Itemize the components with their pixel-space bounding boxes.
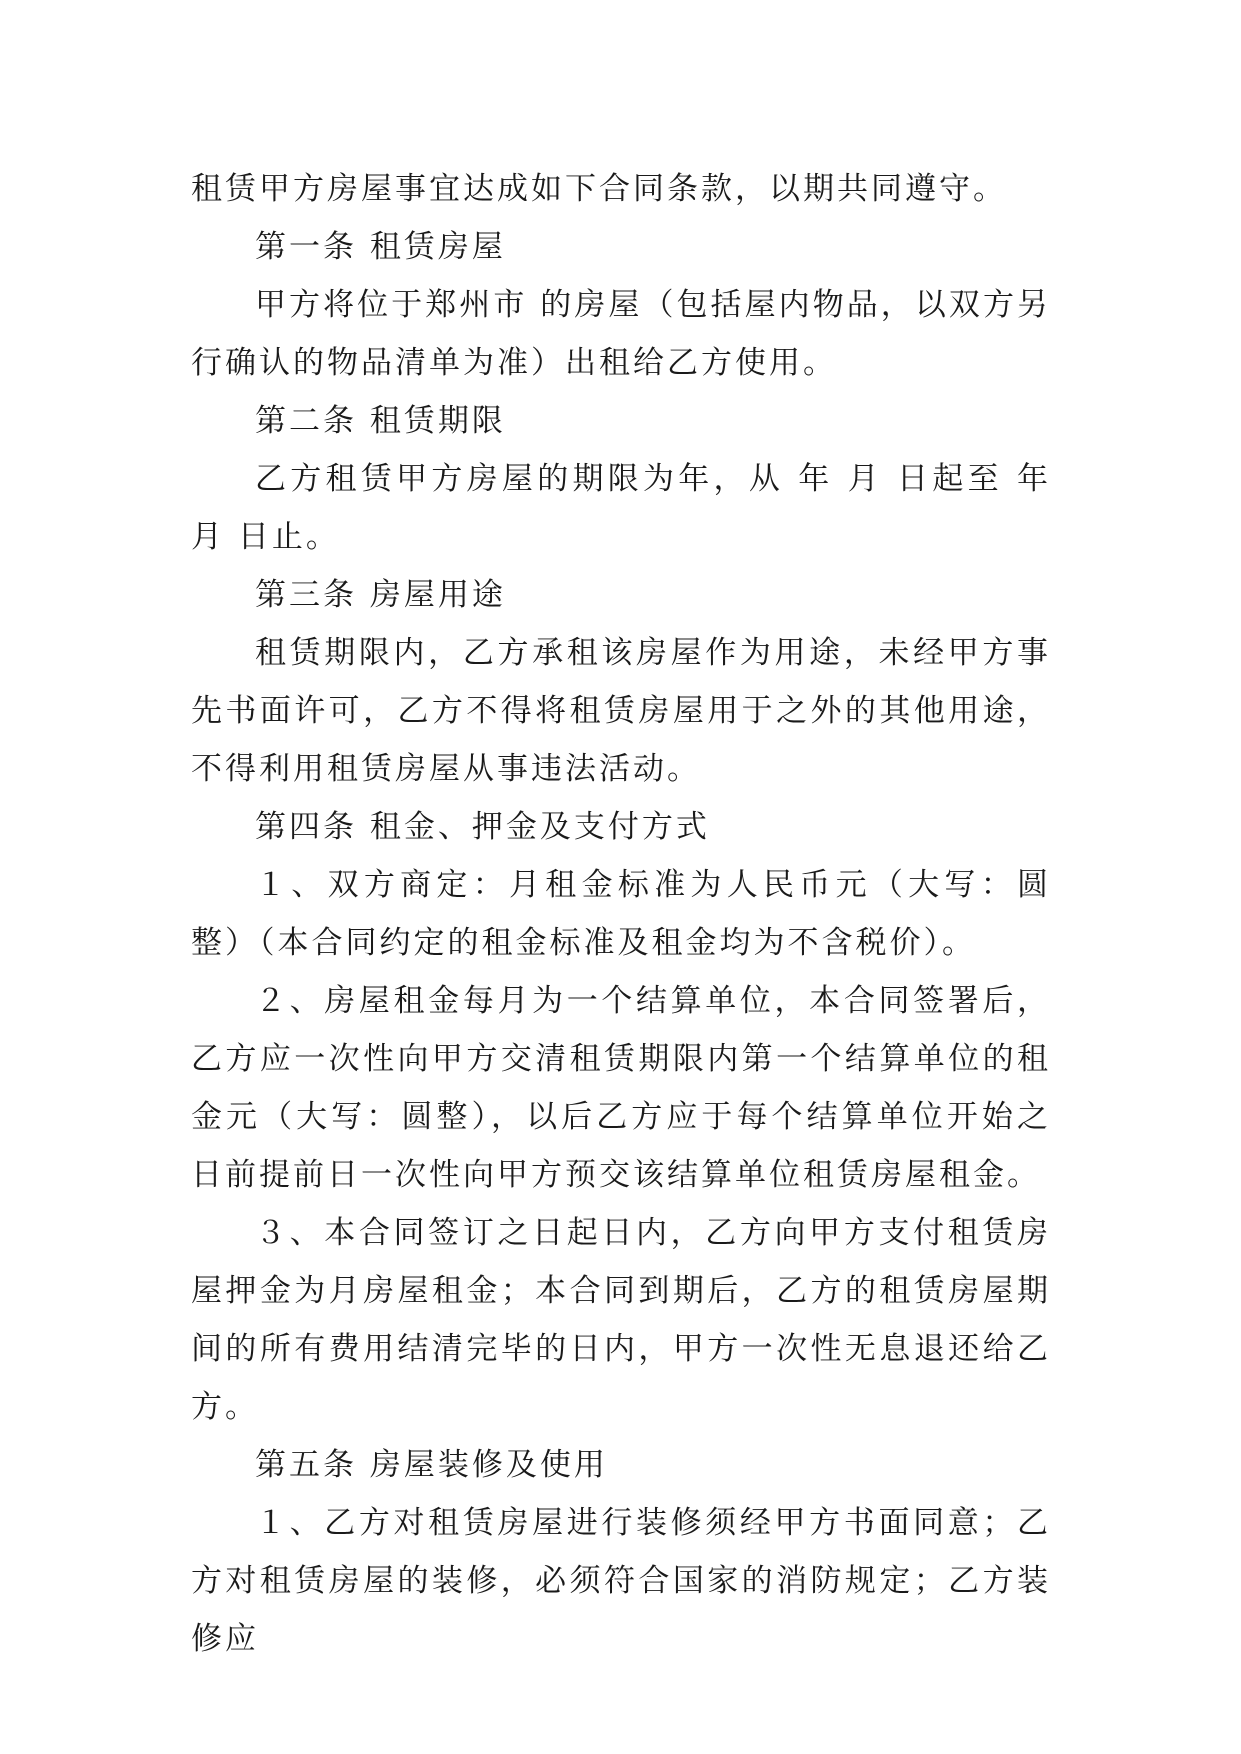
article-3-heading: 第三条 房屋用途 <box>255 577 506 613</box>
article-2-heading: 第二条 租赁期限 <box>255 403 506 439</box>
article-5-clause-1: １、乙方对租赁房屋进行装修须经甲方书面同意；乙方对租赁房屋的装修，必须符合国家的消防规定；乙方装修应 <box>191 1505 1051 1657</box>
article-4-clause-3: ３、本合同签订之日起日内，乙方向甲方支付租赁房屋押金为月房屋租金；本合同到期后，乙方的租赁房屋期间的所有费用结清完毕的日内，甲方一次性无息退还给乙方。 <box>191 1215 1051 1425</box>
article-2-text: 乙方租赁甲方房屋的期限为年，从 年 月 日起至 年月 日止。 <box>191 461 1051 555</box>
article-3-text: 租赁期限内，乙方承租该房屋作为用途，未经甲方事先书面许可，乙方不得将租赁房屋用于之外的其他用途，不得利用租赁房屋从事违法活动。 <box>191 635 1051 787</box>
article-1-text: 甲方将位于郑州市 的房屋（包括屋内物品，以双方另行确认的物品清单为准）出租给乙方使用。 <box>191 287 1051 381</box>
article-4-clause-1: １、双方商定：月租金标准为人民币元（大写：圆整）（本合同约定的租金标准及租金均为不含税价）。 <box>191 867 1051 961</box>
contract-paragraph: 租赁甲方房屋事宜达成如下合同条款，以期共同遵守。 <box>191 171 1007 207</box>
article-5-heading: 第五条 房屋装修及使用 <box>255 1447 608 1483</box>
contract-body <box>191 160 1051 1668</box>
article-4-heading: 第四条 租金、押金及支付方式 <box>255 809 710 845</box>
article-4-clause-2: ２、房屋租金每月为一个结算单位，本合同签署后，乙方应一次性向甲方交清租赁期限内第一个结算单位的租金元（大写：圆整），以后乙方应于每个结算单位开始之日前提前日一次性向甲方预交该结算单位租赁房屋租金。 <box>191 983 1051 1193</box>
article-1-heading: 第一条 租赁房屋 <box>255 229 506 265</box>
